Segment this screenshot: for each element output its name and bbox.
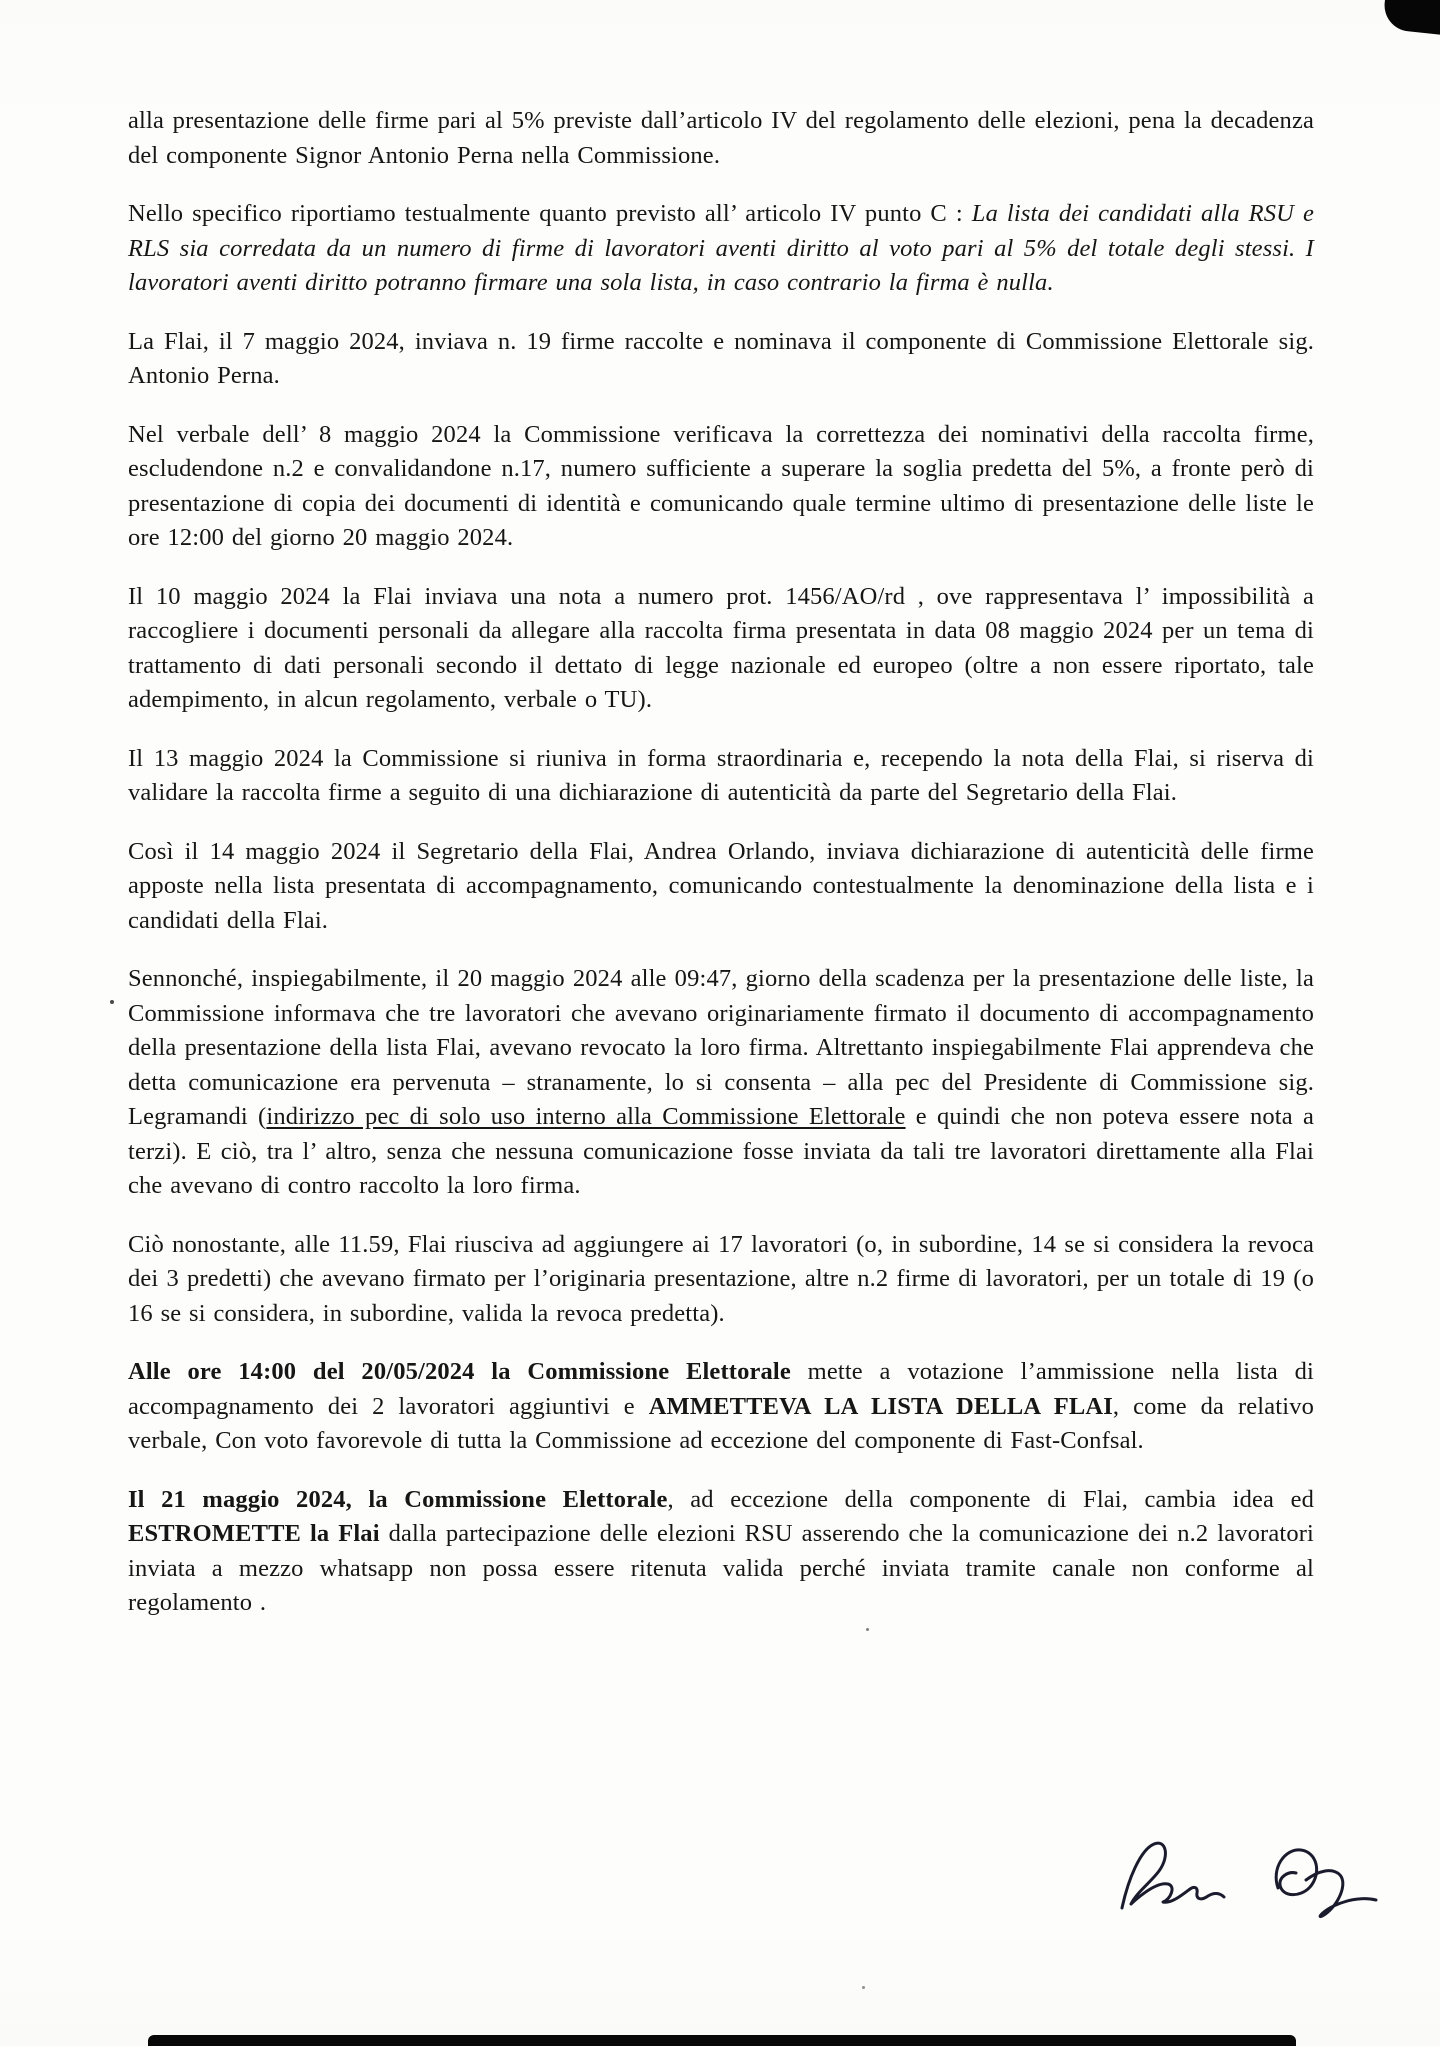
scan-speck [862, 1986, 865, 1989]
signature-image [1108, 1822, 1393, 1937]
scan-speck [866, 1628, 869, 1631]
text-run-bold: Alle ore 14:00 del 20/05/2024 la Commissione Elettorale [128, 1358, 791, 1385]
paragraph-6 [128, 742, 1314, 811]
text-run: mette a votazione l’ammissione nella lista di accompagnamento dei 2 lavoratori aggiuntivi e [128, 1358, 1314, 1420]
text-run-underline: indirizzo pec di solo uso interno alla Commissione Elettorale [266, 1103, 906, 1130]
scan-artifact-corner-mark [1382, 0, 1440, 35]
paragraph-10 [128, 1355, 1314, 1459]
paragraph-2 [128, 197, 1314, 301]
text-run: Sennonché, inspiegabilmente, il 20 maggio 2024 alle 09:47, giorno della scadenza per la presentazione delle liste, la Commissione informava che tre lavoratori che avevano originariamente firmato il documento di accompagnamento della presentazione della lista Flai, avevano revocato la loro firma. Altrettanto inspiegabilmente Flai apprendeva che detta comunicazione era pervenuta – stranamente, lo si consenta – alla pec del Presidente di Commissione sig. Legramandi ( [128, 965, 1314, 1130]
paragraph-3 [128, 325, 1314, 394]
text-run: , ad eccezione della componente di Flai, cambia idea ed [667, 1485, 1314, 1513]
text-run: Nel verbale dell’ 8 maggio 2024 la Commissione verificava la correttezza dei nominativi della raccolta firme, escludendone n.2 e convalidandone n.17, numero sufficiente a superare la soglia predetta del 5%, a fronte però di presentazione di copia dei documenti di identità e comunicando quale termine ultimo di presentazione delle liste le ore 12:00 del giorno 20 maggio 2024. [128, 420, 1314, 551]
paragraph-9 [128, 1228, 1314, 1332]
text-run: alla presentazione delle firme pari al 5% previste dall’articolo IV del regolamento delle elezioni, pena la decadenza del componente Signor Antonio Perna nella Commissione. [128, 107, 1314, 169]
text-run: , come da relativo verbale, Con voto favorevole di tutta la Commissione ad eccezione del componente di Fast-Confsal. [128, 1392, 1314, 1454]
paragraph-5 [128, 580, 1314, 718]
document-body [128, 104, 1314, 1645]
text-run: Ciò nonostante, alle 11.59, Flai riusciva ad aggiungere ai 17 lavoratori (o, in subordine, 14 se si considera la revoca dei 3 predetti) che avevano firmato per l’originaria presentazione, altre n.2 firme di lavoratori, per un totale di 19 (o 16 se si considera, in subordine, valida la revoca predetta). [128, 1230, 1314, 1327]
text-run: Nello specifico riportiamo testualmente quanto previsto all’ articolo IV punto C : [128, 200, 972, 227]
text-run: La Flai, il 7 maggio 2024, inviava n. 19 firme raccolte e nominava il componente di Commissione Elettorale sig. Antonio Perna. [128, 327, 1314, 389]
paragraph-11 [128, 1483, 1314, 1621]
paragraph-4 [128, 418, 1314, 556]
paragraph-7 [128, 835, 1314, 939]
text-run-bold: ESTROMETTE la Flai [128, 1520, 380, 1547]
text-run-italic: La lista dei candidati alla RSU e RLS sia corredata da un numero di firme di lavoratori aventi diritto al voto pari al 5% del totale degli stessi. I lavoratori aventi diritto potranno firmare una sola lista, in caso contrario la firma è nulla. [128, 200, 1315, 296]
scan-artifact-bottom-bar [148, 2035, 1296, 2046]
text-run: e quindi che non poteva essere nota a terzi). E ciò, tra l’ altro, senza che nessuna comunicazione fosse inviata da tali tre lavoratori direttamente alla Flai che avevano di contro raccolto la loro firma. [128, 1103, 1314, 1199]
paragraph-1 [128, 104, 1314, 173]
text-run-bold: Il 21 maggio 2024, la Commissione Elettorale [128, 1485, 668, 1513]
text-run: Il 10 maggio 2024 la Flai inviava una nota a numero prot. 1456/AO/rd , ove rappresentava l’ impossibilità a raccogliere i documenti personali da allegare alla raccolta firma presentata in data 08 maggio 2024 per un tema di trattamento di dati personali secondo il dettato di legge nazionale ed europeo (oltre a non essere riportato, tale adempimento, in alcun regolamento, verbale o TU). [128, 582, 1314, 713]
text-run-bold: AMMETTEVA LA LISTA DELLA FLAI [648, 1392, 1113, 1420]
text-run: Il 13 maggio 2024 la Commissione si riuniva in forma straordinaria e, recependo la nota della Flai, si riserva di validare la raccolta firme a seguito di una dichiarazione di autenticità da parte del Segretario della Flai. [128, 744, 1314, 806]
text-run: Così il 14 maggio 2024 il Segretario della Flai, Andrea Orlando, inviava dichiarazione di autenticità delle firme apposte nella lista presentata di accompagnamento, comunicando contestualmente la denominazione della lista e i candidati della Flai. [128, 837, 1314, 934]
text-run: dalla partecipazione delle elezioni RSU asserendo che la comunicazione dei n.2 lavoratori inviata a mezzo whatsapp non possa essere ritenuta valida perché inviata tramite canale non conforme al regolamento . [128, 1520, 1314, 1616]
signature-strokes [1108, 1822, 1393, 1937]
scan-speck [110, 1000, 114, 1004]
paragraph-8 [128, 962, 1314, 1204]
